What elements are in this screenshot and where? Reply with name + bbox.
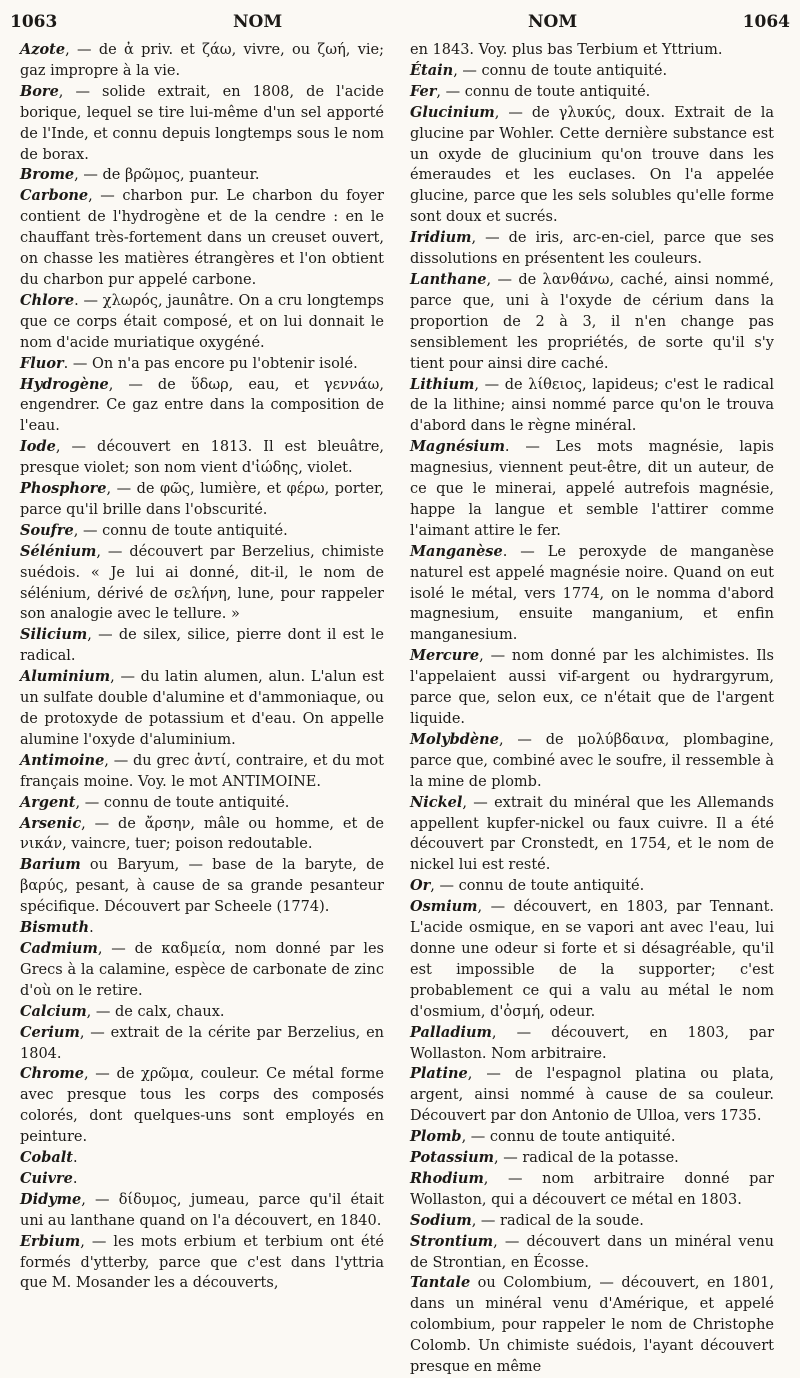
- right-column: [410, 40, 774, 1378]
- entry-text: ou Baryum, — base de la baryte, de βαρύς, pesant, à cause de sa grande pesanteur spécifique. Découvert par Scheele (1774).: [20, 857, 384, 916]
- dictionary-entry: [410, 1148, 774, 1169]
- entry-headword: Osmium: [410, 898, 478, 916]
- dictionary-entry: [20, 1148, 384, 1169]
- entry-headword: Didyme: [20, 1190, 82, 1208]
- entry-text: , — δίδυμος, jumeau, parce qu'il était uni au lanthane quand on l'a découvert, en 1840.: [20, 1191, 384, 1229]
- entry-text: , — de μολύβδαινα, plombagine, parce que, combiné avec le soufre, il ressemble à la mine de plomb.: [410, 731, 774, 790]
- entry-headword: Phosphore: [20, 480, 107, 498]
- entry-headword: Glucinium: [410, 103, 495, 121]
- entry-text: , — les mots erbium et terbium ont été formés d'ytterby, parce que c'est dans l'yttria que M. Mosander les a découverts,: [20, 1233, 384, 1292]
- entry-headword: Rhodium: [410, 1169, 484, 1187]
- dictionary-entry: [20, 1190, 384, 1232]
- entry-text: , — de βρῶμος, puanteur.: [74, 167, 260, 184]
- dictionary-entry: [410, 793, 774, 877]
- entry-headword: Palladium: [410, 1023, 492, 1041]
- dictionary-entry: [20, 479, 384, 521]
- entry-text: , — connu de toute antiquité.: [73, 522, 288, 539]
- entry-headword: Fer: [410, 82, 437, 100]
- dictionary-entry: [410, 1064, 774, 1127]
- dictionary-entry: [410, 82, 774, 103]
- dictionary-entry: [410, 1169, 774, 1211]
- entry-headword: Soufre: [20, 521, 74, 539]
- dictionary-entry: [410, 375, 774, 438]
- entry-text: , — découvert, en 1803, par Wollaston. Nom arbitraire.: [410, 1024, 774, 1062]
- page-number-right: 1064: [742, 12, 790, 32]
- entry-text: , — de ἀ priv. et ζάω, vivre, ou ζωή, vie; gaz impropre à la vie.: [20, 42, 384, 79]
- dictionary-entry: [410, 876, 774, 897]
- entry-text: , — de silex, silice, pierre dont il est le radical.: [20, 627, 384, 665]
- entry-text: .: [72, 1150, 78, 1167]
- dictionary-entry: [410, 646, 774, 730]
- dictionary-entry: [20, 625, 384, 667]
- entry-text: , — de χρῶμα, couleur. Ce métal forme avec presque tous les corps des composés colorés, dont quelques-uns sont employés en peinture.: [20, 1066, 384, 1146]
- entry-headword: Iode: [20, 438, 56, 456]
- dictionary-entry: [20, 375, 384, 438]
- entry-headword: Tantale: [410, 1274, 471, 1292]
- dictionary-entry: [20, 82, 384, 166]
- dictionary-entry: [20, 1023, 384, 1065]
- entry-text: .: [72, 1170, 78, 1187]
- entry-headword: Chlore: [20, 291, 75, 309]
- entry-text: . — χλωρός, jaunâtre. On a cru longtemps que ce corps était composé, et on lui donnait le nom d'acide muriatique oxygéné.: [20, 292, 384, 351]
- dictionary-entry: [20, 165, 384, 186]
- entry-headword: Magnésium: [410, 438, 505, 456]
- entry-headword: Brome: [20, 166, 75, 184]
- entry-headword: Argent: [20, 793, 76, 811]
- entry-text: , — de iris, arc-en-ciel, parce que ses dissolutions en présentent les couleurs.: [410, 230, 774, 268]
- entry-headword: Arsenic: [20, 814, 82, 832]
- entry-text: , — de φῶς, lumière, et φέρω, porter, parce qu'il brille dans l'obscurité.: [20, 481, 384, 518]
- dictionary-entry: [20, 1064, 384, 1148]
- entry-headword: Erbium: [20, 1232, 81, 1250]
- entry-text: , — de l'espagnol platina ou plata, argent, ainsi nommé à cause de sa couleur. Découvert par don Antonio de Ulloa, vers 1735.: [410, 1066, 774, 1125]
- running-title-left: NOM: [233, 12, 283, 32]
- entry-headword: Aluminium: [20, 668, 111, 686]
- entry-text: , — connu de toute antiquité.: [461, 1129, 676, 1146]
- entry-headword: Calcium: [20, 1002, 87, 1020]
- entry-headword: Azote: [20, 41, 66, 58]
- dictionary-entry: [410, 1273, 774, 1378]
- entry-text: , — de καδμεία, nom donné par les Grecs à la calamine, espèce de carbonate de zinc d'où on le retire.: [20, 940, 384, 999]
- entry-headword: Lithium: [410, 375, 475, 393]
- dictionary-entry: [410, 61, 774, 82]
- dictionary-entry: [410, 1127, 774, 1148]
- dictionary-entry: [20, 814, 384, 856]
- entry-headword: Molybdène: [410, 730, 499, 748]
- entry-headword: Manganèse: [410, 542, 503, 560]
- entry-headword: Nickel: [410, 793, 463, 811]
- entry-headword: Étain: [410, 61, 454, 79]
- entry-headword: Cuivre: [20, 1169, 73, 1187]
- entry-headword: Sélénium: [20, 542, 97, 560]
- entry-text: , — connu de toute antiquité.: [436, 83, 651, 100]
- dictionary-entry: [20, 793, 384, 814]
- dictionary-entry: [20, 751, 384, 793]
- entry-headword: Cadmium: [20, 939, 98, 957]
- entry-text: , — radical de la potasse.: [494, 1150, 679, 1167]
- entry-headword: Plomb: [410, 1128, 462, 1146]
- dictionary-entry: [20, 939, 384, 1002]
- entry-headword: Iridium: [410, 229, 472, 247]
- dictionary-entry: [410, 1023, 774, 1065]
- entry-headword: Carbone: [20, 187, 89, 205]
- entry-text: , — solide extrait, en 1808, de l'acide borique, lequel se tire lui-même d'un sel apporté de l'Inde, et connu depuis longtemps sous le nom de borax.: [20, 83, 384, 163]
- entry-text: , — de λανθάνω, caché, ainsi nommé, parce que, uni à l'oxyde de cérium dans la proportion de 2 à 3, il n'en change pas sensiblement les propriétés, de sorte qu'il s'y tient pour ainsi dire caché.: [410, 271, 774, 372]
- dictionary-entry: [20, 918, 384, 939]
- dictionary-entry: [410, 103, 774, 228]
- entry-headword: Silicium: [20, 626, 88, 644]
- dictionary-entry: [20, 521, 384, 542]
- dictionary-entry: [20, 186, 384, 291]
- entry-text: , — de λίθειος, lapideus; c'est le radical de la lithine; ainsi nommé parce qu'on le trouva d'abord dans le règne minéral.: [410, 376, 774, 435]
- dictionary-entry: [20, 1002, 384, 1023]
- dictionary-entry: [20, 542, 384, 626]
- dictionary-entry: [20, 1169, 384, 1190]
- page-number-left: 1063: [10, 12, 58, 32]
- entry-text: ou Colombium, — découvert, en 1801, dans un minéral venu d'Amérique, et appelé colombium, pour rappeler le nom de Christophe Colomb. Un chimiste suédois, l'ayant découvert presque en même: [410, 1275, 774, 1376]
- entry-text: .: [89, 920, 94, 937]
- dictionary-entry: [20, 1232, 384, 1295]
- entry-text: . — Les mots magnésie, lapis magnesius, viennent peut-être, dit un auteur, de ce que le minerai, appelé autrefois magnésie, happe la langue et semble l'attirer comme l'aimant attire le fer.: [410, 439, 774, 539]
- dictionary-entry: [410, 40, 774, 61]
- entry-text: , — connu de toute antiquité.: [453, 62, 668, 79]
- entry-headword: Mercure: [410, 647, 480, 665]
- entry-headword: Platine: [410, 1065, 468, 1083]
- entry-headword: Strontium: [410, 1232, 494, 1250]
- entry-text: , — découvert dans un minéral venu de Strontian, en Écosse.: [410, 1233, 774, 1271]
- entry-text: , — de ἄρσην, mâle ou homme, et de νικάν, vaincre, tuer; poison redoutable.: [20, 815, 384, 853]
- entry-text: , — charbon pur. Le charbon du foyer contient de l'hydrogène et de la cendre : en le chauffant très-fortement dans un creuset ouvert, on chasse les matières étrangères et l'on obtient du charbon pur appelé carbone.: [20, 188, 384, 288]
- entry-text: , — découvert par Berzelius, chimiste suédois. « Je lui ai donné, dit-il, le nom de sélénium, dérivé de σελήνη, lune, pour rappeler son analogie avec le tellure. »: [20, 543, 384, 623]
- dictionary-entry: [410, 1232, 774, 1274]
- entry-text: , — du latin alumen, alun. L'alun est un sulfate double d'alumine et d'ammoniaque, ou de protoxyde de potassium et d'eau. On appelle alumine l'oxyde d'aluminium.: [20, 669, 384, 748]
- entry-headword: Potassium: [410, 1149, 494, 1167]
- running-title-right: NOM: [528, 12, 578, 32]
- entry-text: , — extrait du minéral que les Allemands appellent kupfer-nickel ou faux cuivre. Il a été découvert par Cronstedt, en 1754, et le nom de nickel lui est resté.: [410, 794, 774, 874]
- entry-text: , — nom donné par les alchimistes. Ils l'appelaient aussi vif-argent ou hydrargyrum, parce que, selon eux, ce n'était que de l'argent liquide.: [410, 648, 774, 727]
- dictionary-entry: [410, 897, 774, 1022]
- entry-headword: Hydrogène: [20, 375, 109, 393]
- entry-text: , — de γλυκύς, doux. Extrait de la glucine par Wohler. Cette dernière substance est un oxyde de glucinium qu'on trouve dans les émeraudes et les euclases. On l'a appelée glucine, parce que les sels solubles qu'elle forme sont doux et sucrés.: [410, 104, 774, 226]
- entry-headword: Bore: [20, 82, 59, 100]
- dictionary-entry: [410, 437, 774, 542]
- dictionary-entry: [410, 542, 774, 647]
- left-column: [20, 40, 384, 1294]
- dictionary-entry: [20, 437, 384, 479]
- entry-headword: Sodium: [410, 1211, 472, 1229]
- dictionary-entry: [20, 855, 384, 918]
- entry-text: en 1843. Voy. plus bas Terbium et Yttrium.: [410, 42, 723, 58]
- entry-text: , — découvert en 1813. Il est bleuâtre, presque violet; son nom vient d'ἰώδης, violet.: [20, 439, 384, 477]
- entry-text: , — radical de la soude.: [471, 1212, 644, 1229]
- entry-text: , — connu de toute antiquité.: [75, 794, 290, 811]
- dictionary-entry: [410, 228, 774, 270]
- entry-text: , — de calx, chaux.: [86, 1003, 225, 1020]
- entry-headword: Cerium: [20, 1023, 80, 1041]
- entry-text: , — nom arbitraire donné par Wollaston, qui a découvert ce métal en 1803.: [410, 1170, 774, 1208]
- dictionary-entry: [20, 40, 384, 82]
- entry-headword: Barium: [20, 856, 81, 874]
- entry-headword: Antimoine: [20, 751, 105, 769]
- entry-headword: Cobalt: [20, 1149, 73, 1167]
- entry-headword: Or: [410, 877, 431, 895]
- dictionary-entry: [410, 730, 774, 793]
- dictionary-entry: [20, 667, 384, 751]
- entry-headword: Bismuth: [20, 919, 90, 937]
- dictionary-entry: [410, 1211, 774, 1232]
- entry-text: , — extrait de la cérite par Berzelius, en 1804.: [20, 1024, 384, 1062]
- entry-text: . — On n'a pas encore pu l'obtenir isolé.: [63, 355, 358, 372]
- dictionary-entry: [410, 270, 774, 375]
- entry-headword: Fluor: [20, 354, 64, 372]
- entry-headword: Chrome: [20, 1065, 84, 1083]
- entry-text: . — Le peroxyde de manganèse naturel est appelé magnésie noire. Quand on eut isolé le métal, vers 1774, on le nomma d'abord magnesium, ensuite manganium, et enfin manganesium.: [410, 543, 774, 644]
- page-header: [8, 6, 792, 36]
- dictionary-entry: [20, 354, 384, 375]
- entry-text: , — du grec ἀντί, contraire, et du mot français moine. Voy. le mot ANTIMOINE.: [20, 752, 384, 790]
- entry-headword: Lanthane: [410, 270, 487, 288]
- entry-text: , — découvert, en 1803, par Tennant. L'acide osmique, en se vapori ant avec l'eau, lui donne une odeur si forte et si désagréable, qu'il est impossible de la supporter; c'est probablement ce qui a valu au métal le nom d'osmium, d'ὀσμή, odeur.: [410, 899, 774, 1020]
- dictionary-entry: [20, 291, 384, 354]
- entry-text: , — connu de toute antiquité.: [430, 878, 645, 895]
- entry-text: , — de ὕδωρ, eau, et γεννάω, engendrer. Ce gaz entre dans la composition de l'eau.: [20, 376, 384, 435]
